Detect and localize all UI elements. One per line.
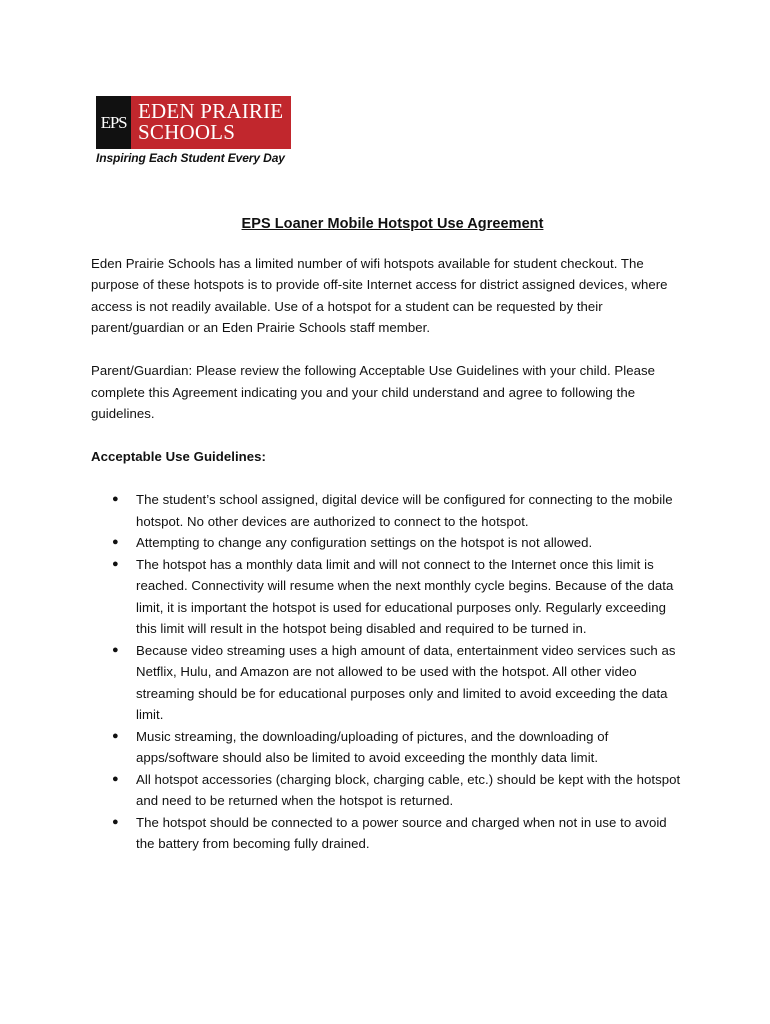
guideline-text: The student’s school assigned, digital device will be configured for connecting to the mobile hotspot. No other devices are authorized to connect to the hotspot.: [136, 492, 673, 529]
bullet-icon: ●: [112, 557, 119, 570]
list-item: [91, 554, 686, 640]
bullet-icon: ●: [112, 643, 119, 656]
eden-prairie-schools-logo: [96, 96, 296, 168]
parent-instructions-paragraph: Parent/Guardian: Please review the following Acceptable Use Guidelines with your child. Please complete this Agreement indicating you and your child understand and agree to following the guidelines.: [91, 363, 656, 421]
logo-name-line-1: EDEN PRAIRIE: [138, 99, 284, 123]
guideline-text: Because video streaming uses a high amount of data, entertainment video services such as Netflix, Hulu, and Amazon are not allowed to be used with the hotspot. All other video streaming should be for educational purposes only and limited to avoid exceeding the data limit.: [136, 642, 676, 722]
guideline-text: All hotspot accessories (charging block, charging cable, etc.) should be kept with the hotspot and need to be returned when the hotspot is returned.: [136, 771, 681, 808]
agreement-document: [91, 214, 686, 855]
guidelines-list: [91, 489, 686, 855]
document-title: EPS Loaner Mobile Hotspot Use Agreement: [241, 216, 544, 232]
list-item: [91, 769, 686, 812]
list-item: [91, 489, 686, 532]
intro-paragraph: Eden Prairie Schools has a limited number of wifi hotspots available for student checkout. The purpose of these hotspots is to provide off-site Internet access for district assigned devices, where access is not readily available. Use of a hotspot for a student can be requested by their parent/guardian or an Eden Prairie Schools staff member.: [91, 255, 668, 335]
bullet-icon: ●: [112, 815, 119, 828]
list-item: [91, 726, 686, 769]
logo-tagline: Inspiring Each Student Every Day: [96, 151, 285, 165]
bullet-icon: ●: [112, 536, 119, 548]
list-item: [91, 812, 686, 855]
guideline-text: The hotspot has a monthly data limit and will not connect to the Internet once this limit is reached. Connectivity will resume when the next monthly cycle begins. Because of the data limit, it is important the hotspot is used for educational purposes only. Regularly exceeding this limit will result in the hotspot being disabled and required to be turned in.: [136, 556, 674, 636]
eps-logo-mark: EPS: [96, 96, 131, 149]
bullet-icon: ●: [112, 772, 119, 785]
logo-school-name: [131, 96, 291, 149]
list-item: [91, 532, 686, 554]
guideline-text: The hotspot should be connected to a power source and charged when not in use to avoid the battery from becoming fully drained.: [136, 814, 667, 851]
bullet-icon: ●: [112, 493, 119, 505]
guideline-text: Attempting to change any configuration settings on the hotspot is not allowed.: [136, 535, 593, 550]
list-item: [91, 640, 686, 726]
logo-name-line-2: SCHOOLS: [138, 120, 236, 144]
guideline-text: Music streaming, the downloading/uploading of pictures, and the downloading of apps/software should also be limited to avoid exceeding the monthly data limit.: [136, 728, 609, 765]
guidelines-heading: Acceptable Use Guidelines:: [91, 449, 266, 464]
bullet-icon: ●: [112, 729, 119, 742]
